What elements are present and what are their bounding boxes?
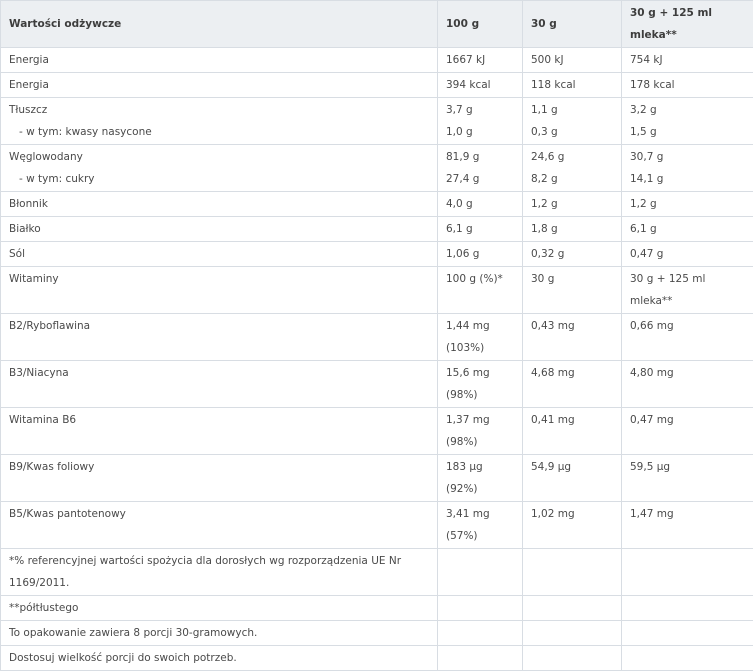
- table-row: [1, 408, 753, 455]
- footnote-row: [1, 596, 753, 621]
- value-30g-milk: 1,47 mg: [622, 502, 753, 549]
- table-row: [1, 267, 753, 314]
- value-30g-milk: 30 g + 125 ml mleka**: [622, 267, 753, 314]
- value-100g: [438, 98, 523, 145]
- value-100g: 394 kcal: [438, 73, 523, 98]
- header-per-30g-milk: 30 g + 125 ml mleka**: [622, 1, 753, 48]
- value-30g: 0,43 mg: [523, 314, 622, 361]
- footnote-portions: To opakowanie zawiera 8 porcji 30-gramowych.: [1, 621, 438, 646]
- value-sub: 8,2 g: [531, 168, 613, 190]
- header-nutrients: Wartości odżywcze: [1, 1, 438, 48]
- value-30g: 1,8 g: [523, 217, 622, 242]
- row-label-main: Węglowodany: [9, 146, 429, 168]
- table-header-row: [1, 1, 753, 48]
- value-main: 3,2 g: [630, 99, 745, 121]
- value-30g-milk: [622, 98, 753, 145]
- empty-cell: [622, 646, 753, 671]
- value-main: 3,7 g: [446, 99, 514, 121]
- value-100g: 1,37 mg (98%): [438, 408, 523, 455]
- row-label: [1, 98, 438, 145]
- value-main: 1,1 g: [531, 99, 613, 121]
- footnote-row: [1, 646, 753, 671]
- value-sub: 1,0 g: [446, 121, 514, 143]
- table-row: [1, 361, 753, 408]
- value-100g: 4,0 g: [438, 192, 523, 217]
- value-30g: [523, 145, 622, 192]
- value-30g-milk: 4,80 mg: [622, 361, 753, 408]
- value-sub: 14,1 g: [630, 168, 745, 190]
- table-row: [1, 314, 753, 361]
- footnote-semi-skimmed: **półtłustego: [1, 596, 438, 621]
- row-label: [1, 145, 438, 192]
- empty-cell: [622, 596, 753, 621]
- empty-cell: [622, 621, 753, 646]
- empty-cell: [438, 646, 523, 671]
- value-30g-milk: 0,66 mg: [622, 314, 753, 361]
- table-row: [1, 217, 753, 242]
- value-30g: 0,32 g: [523, 242, 622, 267]
- value-30g: 4,68 mg: [523, 361, 622, 408]
- footnote-reference-intake: *% referencyjnej wartości spożycia dla dorosłych wg rozporządzenia UE Nr 1169/2011.: [1, 549, 438, 596]
- value-30g-milk: 6,1 g: [622, 217, 753, 242]
- row-label: Energia: [1, 48, 438, 73]
- value-main: 81,9 g: [446, 146, 514, 168]
- value-30g: 500 kJ: [523, 48, 622, 73]
- value-30g: 30 g: [523, 267, 622, 314]
- value-30g-milk: 754 kJ: [622, 48, 753, 73]
- value-30g: 1,2 g: [523, 192, 622, 217]
- value-30g-milk: 0,47 g: [622, 242, 753, 267]
- value-100g: 183 µg (92%): [438, 455, 523, 502]
- footnote-row: [1, 621, 753, 646]
- empty-cell: [523, 646, 622, 671]
- empty-cell: [523, 596, 622, 621]
- value-30g-milk: 0,47 mg: [622, 408, 753, 455]
- value-30g-milk: [622, 145, 753, 192]
- empty-cell: [438, 621, 523, 646]
- table-row: [1, 455, 753, 502]
- row-label: Witaminy: [1, 267, 438, 314]
- empty-cell: [523, 621, 622, 646]
- table-row: [1, 242, 753, 267]
- header-per-100g: 100 g: [438, 1, 523, 48]
- table-row: [1, 48, 753, 73]
- table-row: [1, 145, 753, 192]
- value-30g: 54,9 µg: [523, 455, 622, 502]
- row-label: B2/Ryboflawina: [1, 314, 438, 361]
- row-label: B5/Kwas pantotenowy: [1, 502, 438, 549]
- value-100g: 15,6 mg (98%): [438, 361, 523, 408]
- value-30g: 0,41 mg: [523, 408, 622, 455]
- value-30g: 118 kcal: [523, 73, 622, 98]
- empty-cell: [622, 549, 753, 596]
- row-label: B9/Kwas foliowy: [1, 455, 438, 502]
- row-label: Sól: [1, 242, 438, 267]
- footnote-adjust-portion: Dostosuj wielkość porcji do swoich potrzeb.: [1, 646, 438, 671]
- table-row: [1, 502, 753, 549]
- header-per-30g: 30 g: [523, 1, 622, 48]
- value-100g: 1,06 g: [438, 242, 523, 267]
- row-label: Błonnik: [1, 192, 438, 217]
- value-100g: 1667 kJ: [438, 48, 523, 73]
- row-label: Witamina B6: [1, 408, 438, 455]
- value-sub: 1,5 g: [630, 121, 745, 143]
- value-sub: 27,4 g: [446, 168, 514, 190]
- value-100g: [438, 145, 523, 192]
- value-30g: [523, 98, 622, 145]
- table-row: [1, 192, 753, 217]
- empty-cell: [438, 549, 523, 596]
- empty-cell: [438, 596, 523, 621]
- value-100g: 6,1 g: [438, 217, 523, 242]
- value-30g: 1,02 mg: [523, 502, 622, 549]
- value-100g: 3,41 mg (57%): [438, 502, 523, 549]
- row-label-sub: - w tym: cukry: [9, 168, 429, 190]
- footnote-row: [1, 549, 753, 596]
- value-30g-milk: 59,5 µg: [622, 455, 753, 502]
- row-label: Energia: [1, 73, 438, 98]
- value-100g: 100 g (%)*: [438, 267, 523, 314]
- value-main: 24,6 g: [531, 146, 613, 168]
- table-row: [1, 98, 753, 145]
- value-30g-milk: 178 kcal: [622, 73, 753, 98]
- empty-cell: [523, 549, 622, 596]
- value-100g: 1,44 mg (103%): [438, 314, 523, 361]
- value-sub: 0,3 g: [531, 121, 613, 143]
- value-main: 30,7 g: [630, 146, 745, 168]
- value-30g-milk: 1,2 g: [622, 192, 753, 217]
- row-label-main: Tłuszcz: [9, 99, 429, 121]
- row-label: B3/Niacyna: [1, 361, 438, 408]
- row-label: Białko: [1, 217, 438, 242]
- row-label-sub: - w tym: kwasy nasycone: [9, 121, 429, 143]
- table-row: [1, 73, 753, 98]
